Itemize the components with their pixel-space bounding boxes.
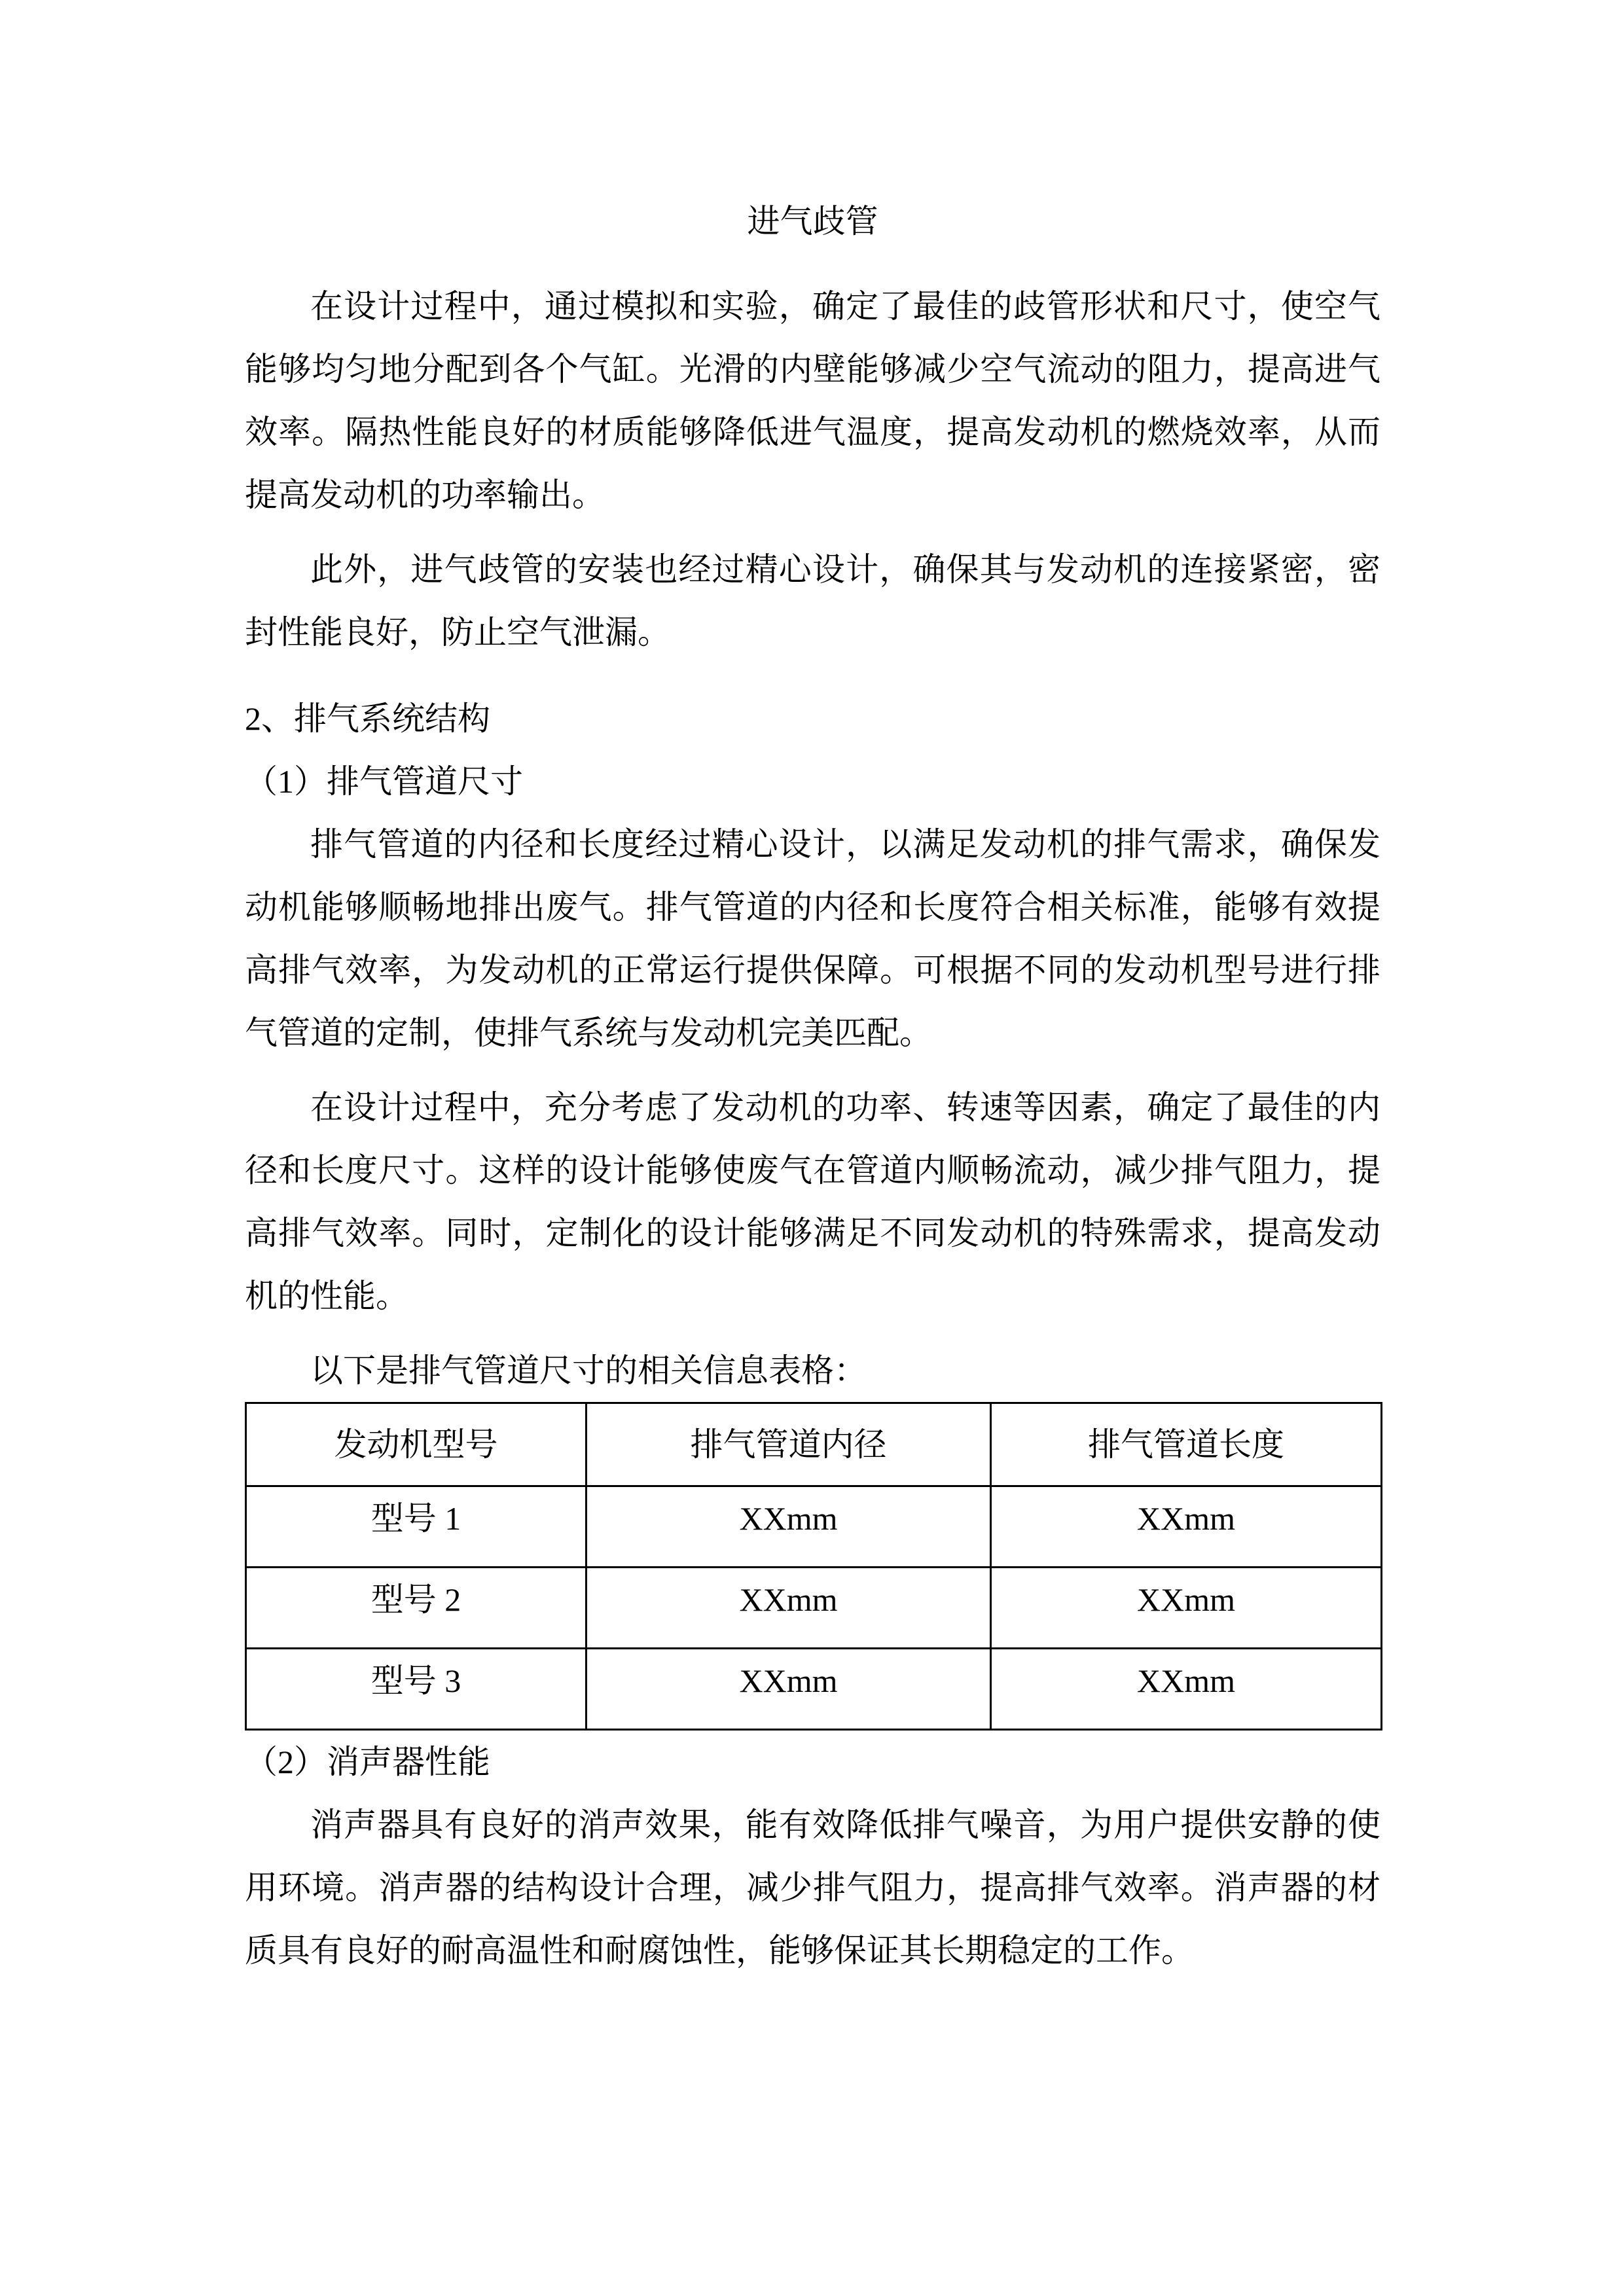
table-header-cell-engine-model: 发动机型号	[246, 1403, 586, 1486]
paragraph-intake-design: 在设计过程中，通过模拟和实验，确定了最佳的歧管形状和尺寸，使空气能够均匀地分配到各个气缸。光滑的内壁能够减少空气流动的阻力，提高进气效率。隔热性能良好的材质能够降低进气温度，提高发动机的燃烧效率，从而提高发动机的功率输出。	[245, 288, 1380, 513]
table-header-cell-pipe-length: 排气管道长度	[991, 1403, 1382, 1486]
paragraph-pipe-factors: 在设计过程中，充分考虑了发动机的功率、转速等因素，确定了最佳的内径和长度尺寸。这样的设计能够使废气在管道内顺畅流动，减少排气阻力，提高排气效率。同时，定制化的设计能够满足不同发动机的特殊需求，提高发动机的性能。	[245, 1089, 1380, 1314]
document-content	[245, 190, 1380, 1982]
table-cell-length: XXmm	[991, 1649, 1382, 1730]
table-cell-inner-diameter: XXmm	[586, 1568, 991, 1649]
pipe-size-table	[245, 1402, 1382, 1731]
paragraph-pipe-design: 排气管道的内径和长度经过精心设计，以满足发动机的排气需求，确保发动机能够顺畅地排出废气。排气管道的内径和长度符合相关标准，能够有效提高排气效率，为发动机的正常运行提供保障。可根据不同的发动机型号进行排气管道的定制，使排气系统与发动机完美匹配。	[245, 826, 1380, 1051]
table-header-cell-pipe-inner-diameter: 排气管道内径	[586, 1403, 991, 1486]
section-heading-exhaust-system: 2、排气系统结构	[245, 700, 490, 737]
table-row	[246, 1486, 1382, 1568]
table-cell-inner-diameter: XXmm	[586, 1486, 991, 1568]
paragraph-table-intro: 以下是排气管道尺寸的相关信息表格：	[310, 1352, 867, 1389]
paragraph-muffler: 消声器具有良好的消声效果，能有效降低排气噪音，为用户提供安静的使用环境。消声器的结构设计合理，减少排气阻力，提高排气效率。消声器的材质具有良好的耐高温性和耐腐蚀性，能够保证其长期稳定的工作。	[245, 1806, 1380, 1969]
table-cell-model: 型号 2	[246, 1568, 586, 1649]
table-row	[246, 1568, 1382, 1649]
paragraph-intake-install: 此外，进气歧管的安装也经过精心设计，确保其与发动机的连接紧密，密封性能良好，防止空气泄漏。	[245, 551, 1380, 651]
table-cell-length: XXmm	[991, 1568, 1382, 1649]
page-title: 进气歧管	[747, 203, 878, 240]
table-cell-model: 型号 1	[246, 1486, 586, 1568]
subheading-pipe-size: （1）排气管道尺寸	[245, 763, 523, 800]
table-cell-model: 型号 3	[246, 1649, 586, 1730]
table-header-row	[246, 1403, 1382, 1486]
table-cell-inner-diameter: XXmm	[586, 1649, 991, 1730]
subheading-muffler-performance: （2）消声器性能	[245, 1744, 490, 1780]
table-cell-length: XXmm	[991, 1486, 1382, 1568]
table-row	[246, 1649, 1382, 1730]
